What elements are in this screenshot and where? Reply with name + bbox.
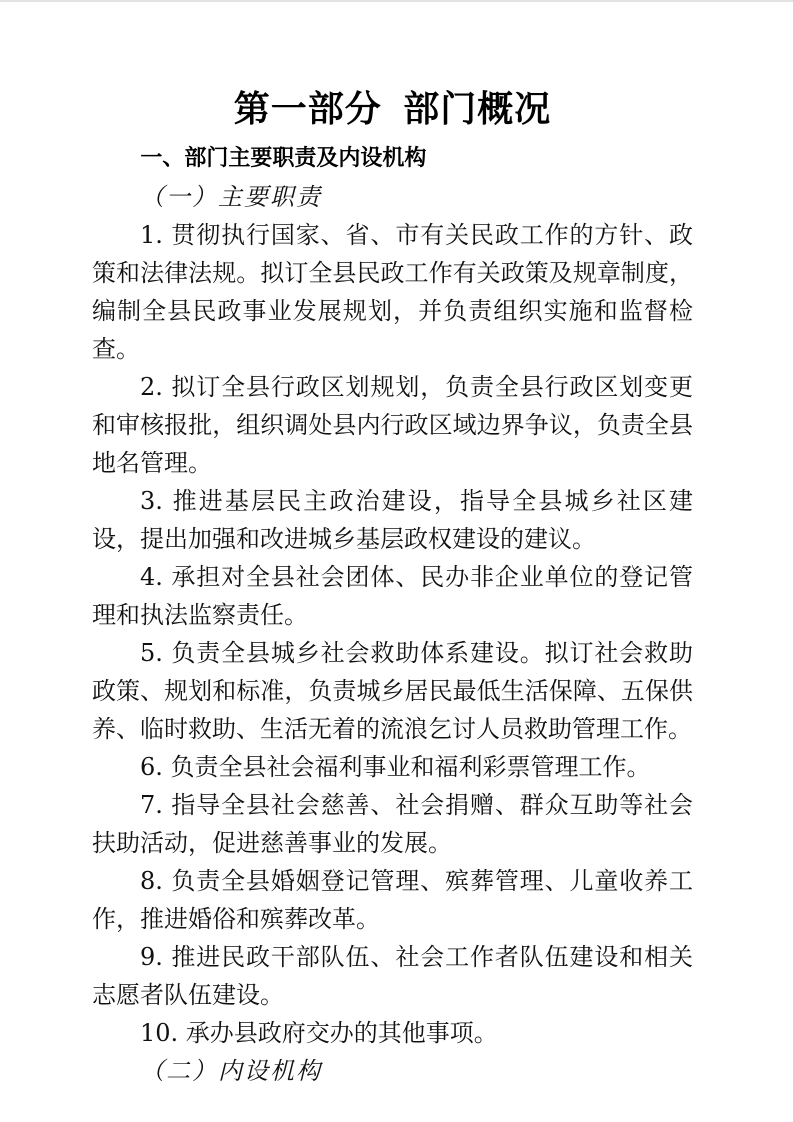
duty-paragraph-4: 4. 承担对全县社会团体、民办非企业单位的登记管理和执法监察责任。 xyxy=(92,563,693,629)
duty-paragraph-10: 10. 承办县政府交办的其他事项。 xyxy=(140,1019,498,1047)
subsection-heading-main-duties: （一）主要职责 xyxy=(140,183,322,211)
duty-paragraph-1: 1. 贯彻执行国家、省、市有关民政工作的方针、政策和法律法规。拟订全县民政工作有关政策及规章制度，编制全县民政事业发展规划，并负责组织实施和监督检查。 xyxy=(92,221,693,363)
duty-paragraph-8: 8. 负责全县婚姻登记管理、殡葬管理、儿童收养工作，推进婚俗和殡葬改革。 xyxy=(92,867,693,933)
duty-paragraph-9: 9. 推进民政干部队伍、社会工作者队伍建设和相关志愿者队伍建设。 xyxy=(92,943,693,1009)
document-title: 第一部分 部门概况 xyxy=(233,88,552,130)
duty-paragraph-5: 5. 负责全县城乡社会救助体系建设。拟订社会救助政策、规划和标准，负责城乡居民最低生活保障、五保供养、临时救助、生活无着的流浪乞讨人员救助管理工作。 xyxy=(92,639,693,743)
duty-paragraph-6: 6. 负责全县社会福利事业和福利彩票管理工作。 xyxy=(140,753,651,781)
section-heading-main-duties-and-internal-orgs: 一、部门主要职责及内设机构 xyxy=(140,146,427,171)
duty-paragraph-2: 2. 拟订全县行政区划规划，负责全县行政区划变更和审核报批，组织调处县内行政区域边界争议，负责全县地名管理。 xyxy=(92,373,693,477)
duty-paragraph-7: 7. 指导全县社会慈善、社会捐赠、群众互助等社会扶助活动，促进慈善事业的发展。 xyxy=(92,791,693,857)
subsection-heading-internal-org: （二）内设机构 xyxy=(140,1057,322,1085)
duty-paragraph-3: 3. 推进基层民主政治建设，指导全县城乡社区建设，提出加强和改进城乡基层政权建设的建议。 xyxy=(92,487,693,553)
